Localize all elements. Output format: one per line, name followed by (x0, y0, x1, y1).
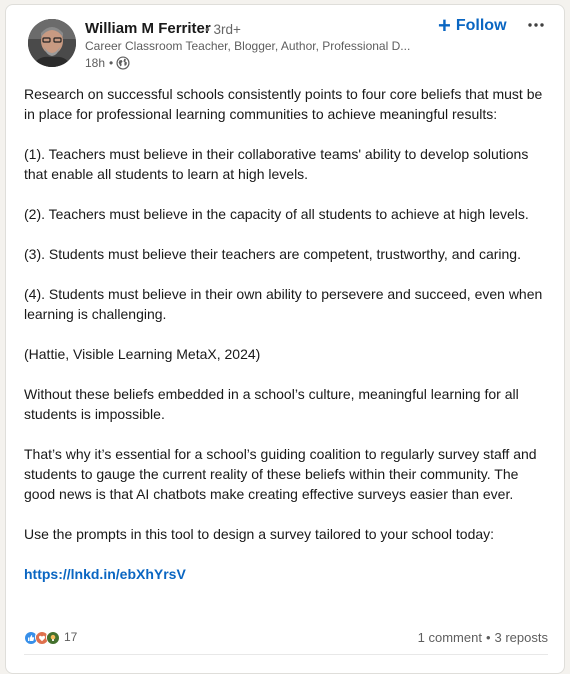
globe-icon (116, 56, 130, 70)
follow-button[interactable] (438, 15, 507, 37)
post-timestamp: 18h (85, 56, 106, 70)
author-avatar[interactable] (28, 19, 76, 67)
reposts-count-link[interactable]: 3 reposts (494, 629, 548, 645)
ellipsis-icon (528, 23, 544, 27)
post-paragraph: (Hattie, Visible Learning MetaX, 2024) (24, 346, 261, 362)
post-paragraph: (1). Teachers must believe in their collaborative teams' ability to develop solutions that enable all students to learn at high levels. (24, 146, 529, 182)
author-headline[interactable]: Career Classroom Teacher, Blogger, Author, Professional D... (85, 39, 411, 53)
post-text (24, 84, 552, 604)
post-meta (85, 55, 130, 71)
post-paragraph: That’s why it’s essential for a school’s guiding coalition to regularly survey staff and students to gauge the current reality of these beliefs within their community. The good news is that AI chatbots make creating effective surveys easier than ever. (24, 446, 537, 502)
count-separator: • (485, 629, 491, 645)
post-paragraph: (4). Students must believe in their own ability to persevere and succeed, even when learning is challenging. (24, 286, 543, 322)
author-name[interactable]: William M Ferriter (85, 20, 211, 37)
social-counts (24, 629, 548, 645)
post-paragraph: Use the prompts in this tool to design a survey tailored to your school today: (24, 526, 495, 542)
more-options-button[interactable] (526, 15, 546, 35)
divider (24, 654, 548, 655)
post-paragraph: Research on successful schools consistently points to four core beliefs that must be in place for professional learning communities to achieve meaningful results: (24, 86, 543, 122)
comments-count-link[interactable]: 1 comment (417, 629, 482, 645)
post-header (6, 5, 564, 85)
engagement-counts (418, 630, 548, 645)
post-paragraph: (2). Teachers must believe in the capacity of all students to achieve at high levels. (24, 206, 529, 222)
plus-icon: + (438, 13, 451, 38)
reactions-summary[interactable] (24, 630, 77, 644)
follow-label: Follow (455, 17, 507, 34)
post-link[interactable]: https://lnkd.in/ebXhYrsV (24, 566, 186, 582)
post-paragraph: (3). Students must believe their teachers are competent, trustworthy, and caring. (24, 246, 521, 262)
meta-separator: • (109, 56, 114, 70)
reaction-count: 17 (64, 630, 78, 644)
avatar-photo-icon (28, 19, 76, 67)
post-link-paragraph (24, 564, 552, 584)
post-paragraph: Without these beliefs embedded in a school’s culture, meaningful learning for all students is impossible. (24, 386, 519, 422)
connection-degree: • 3rd+ (205, 22, 241, 37)
insightful-icon (46, 630, 60, 644)
post-card (5, 4, 565, 674)
